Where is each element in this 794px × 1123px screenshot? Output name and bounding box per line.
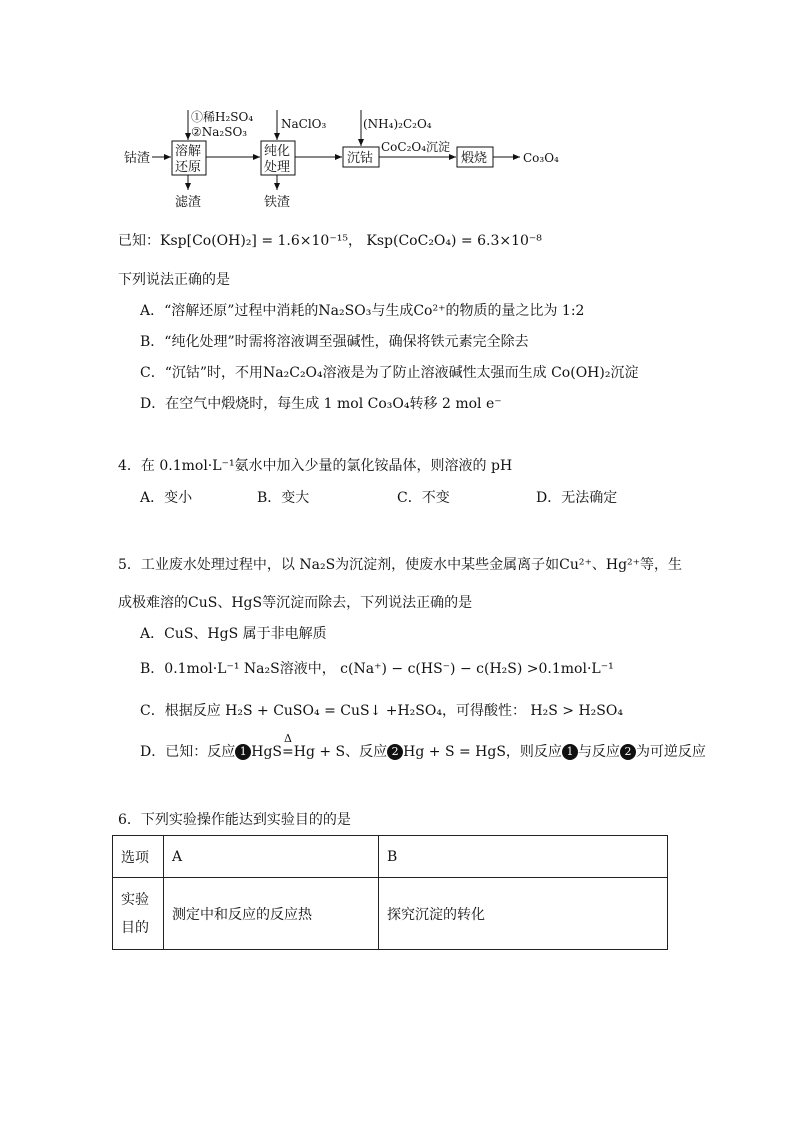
reagent1-a: ①稀H₂SO₄ [191, 110, 254, 124]
q5-d-delta-arrow: Δ = [282, 742, 294, 762]
q5-d-prefix: D．已知：反应 [140, 744, 236, 760]
out1: 滤渣 [175, 195, 202, 210]
box2-line2: 处理 [264, 160, 291, 175]
q5-option-c: C．根据反应 H₂S + CuSO₄ = CuS↓ +H₂SO₄，可得酸性： H₂S > H₂SO₄ [140, 703, 623, 719]
q5-d-eq1b: Hg + S、反应 [293, 744, 388, 760]
q5-d-mid: 与反应 [577, 744, 620, 760]
box4: 煅烧 [461, 151, 488, 166]
table-header-b: B [379, 836, 668, 878]
reagent2: NaClO₃ [281, 117, 327, 131]
svg-text:钴渣: 钴渣 [124, 151, 151, 166]
mid-label: CoC₂O₄沉淀 [381, 140, 451, 154]
known-ksp: 已知：Ksp[Co(OH)₂] = 1.6×10⁻¹⁵， Ksp(CoC₂O₄) = 6.3×10⁻⁸ [118, 233, 542, 249]
q3-option-a: A．“溶解还原”过程中消耗的Na₂SO₃与生成Co²⁺的物质的量之比为 1:2 [140, 303, 585, 319]
reagent1-b: ②Na₂SO₃ [191, 125, 248, 139]
q3-option-d: D．在空气中煅烧时，每生成 1 mol Co₃O₄转移 2 mol e⁻ [140, 396, 502, 412]
box2-line1: 纯化 [264, 144, 291, 159]
q4-option-a: A．变小 [140, 490, 193, 506]
flow-start-label [124, 150, 150, 166]
process-flow-diagram [0, 0, 794, 220]
q4-option-b: B．变大 [257, 490, 310, 506]
table-row [113, 878, 668, 950]
reagent3: (NH₄)₂C₂O₄ [363, 117, 432, 131]
q4-option-c: C．不变 [397, 490, 450, 506]
box1-line2: 还原 [175, 160, 202, 175]
box3: 沉钴 [347, 151, 374, 166]
q3-option-c: C．“沉钴”时，不用Na₂C₂O₄溶液是为了防止溶液碱性太强而生成 Co(OH)₂沉淀 [140, 365, 639, 381]
q3-option-b: B．“纯化处理”时需将溶液调至强碱性，确保将铁元素完全除去 [140, 334, 529, 350]
table-header-a: A [164, 836, 379, 878]
table-header-option: 选项 [113, 836, 164, 878]
box1-line1: 溶解 [175, 144, 202, 159]
circled-number-2: 2 [620, 744, 636, 760]
q4-option-d: D．无法确定 [536, 490, 618, 506]
q5-stem-line2: 成极难溶的CuS、HgS等沉淀而除去，下列说法正确的是 [118, 595, 473, 611]
table-cell-purpose: 实验目的 [113, 878, 164, 950]
q5-d-eq2: Hg + S = HgS，则反应 [403, 744, 562, 760]
circled-number-1: 1 [562, 744, 578, 760]
q4-stem: 4．在 0.1mol·L⁻¹氨水中加入少量的氯化铵晶体，则溶液的 pH [118, 458, 513, 474]
q5-d-post: 为可逆反应 [635, 744, 706, 760]
q5-d-eq1: HgS [251, 744, 282, 760]
q5-option-b: B．0.1mol·L⁻¹ Na₂S溶液中， c(Na⁺) − c(HS⁻) − c(H₂S) >0.1mol·L⁻¹ [140, 661, 614, 677]
q6-table [112, 835, 668, 950]
delta-sign: Δ [284, 732, 292, 745]
q5-option-a: A．CuS、HgS 属于非电解质 [140, 626, 327, 642]
table-row [113, 836, 668, 878]
product: Co₃O₄ [523, 151, 559, 165]
q6-stem: 6．下列实验操作能达到实验目的的是 [118, 812, 351, 828]
q3-stem: 下列说法正确的是 [118, 272, 230, 288]
circled-number-2: 2 [387, 744, 403, 760]
q5-option-d [140, 732, 706, 762]
table-cell-b: 探究沉淀的转化 [379, 878, 668, 950]
circled-number-1: 1 [235, 744, 251, 760]
q5-stem-line1: 5．工业废水处理过程中，以 Na₂S为沉淀剂，使废水中某些金属离子如Cu²⁺、Hg²⁺等，生 [118, 557, 683, 573]
out2: 铁渣 [264, 195, 291, 210]
table-cell-a: 测定中和反应的反应热 [164, 878, 379, 950]
